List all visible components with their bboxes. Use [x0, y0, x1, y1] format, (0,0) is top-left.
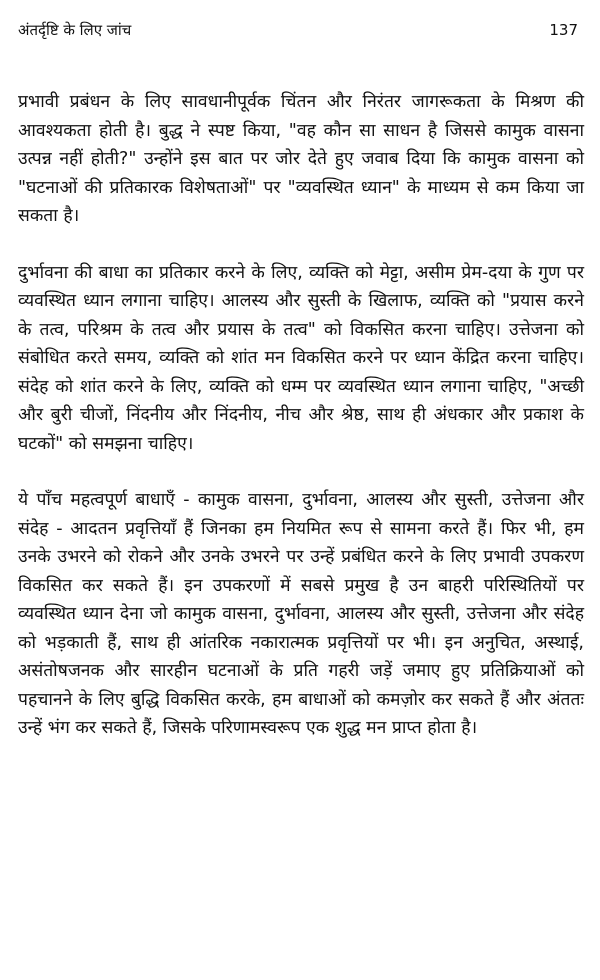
- paragraph: ये पाँच महत्वपूर्ण बाधाएँ - कामुक वासना, दुर्भावना, आलस्य और सुस्ती, उत्तेजना और संदेह - आदतन प्रवृत्तियाँ हैं जिनका हम नियमित रूप से सामना करते हैं। फिर भी, हम उनके उभरने को रोकने और उनके उभरने पर उन्हें प्रबंधित करने के लिए प्रभावी उपकरण विकसित कर सकते हैं। इन उपकरणों में सबसे प्रमुख है उन बाहरी परिस्थितियों पर व्यवस्थित ध्यान देना जो कामुक वासना, दुर्भावना, आलस्य और सुस्ती, उत्तेजना और संदेह को भड़काती हैं, साथ ही आंतरिक नकारात्मक प्रवृत्तियों पर भी। इन अनुचित, अस्थाई, असंतोषजनक और सारहीन घटनाओं के प्रति गहरी जड़ें जमाए हुए प्रतिक्रियाओं को पहचानने के लिए बुद्धि विकसित करके, हम बाधाओं को कमज़ोर कर सकते हैं और अंततः उन्हें भंग कर सकते हैं, जिसके परिणामस्वरूप एक शुद्ध मन प्राप्त होता है।: [18, 490, 584, 738]
- page-number: 137: [549, 21, 578, 39]
- paragraph: प्रभावी प्रबंधन के लिए सावधानीपूर्वक चिंतन और निरंतर जागरूकता के मिश्रण की आवश्यकता होती है। बुद्ध ने स्पष्ट किया, "वह कौन सा साधन है जिससे कामुक वासना उत्पन्न नहीं होती?" उन्होंने इस बात पर जोर देते हुए जवाब दिया कि कामुक वासना को "घटनाओं की प्रतिकारक विशेषताओं" पर "व्यवस्थित ध्यान" के माध्यम से कम किया जा सकता है।: [18, 92, 584, 226]
- running-header: अंतर्दृष्टि के लिए जांच: [18, 21, 132, 39]
- body-text: [18, 88, 584, 743]
- paragraph: दुर्भावना की बाधा का प्रतिकार करने के लिए, व्यक्ति को मेट्टा, असीम प्रेम-दया के गुण पर व्यवस्थित ध्यान लगाना चाहिए। आलस्य और सुस्ती के खिलाफ, व्यक्ति को "प्रयास करने के तत्व, परिश्रम के तत्व और प्रयास के तत्व" को विकसित करना चाहिए। उत्तेजना को संबोधित करते समय, व्यक्ति को शांत मन विकसित करने पर ध्यान केंद्रित करना चाहिए। संदेह को शांत करने के लिए, व्यक्ति को धम्म पर व्यवस्थित ध्यान लगाना चाहिए, "अच्छी और बुरी चीजों, निंदनीय और निंदनीय, नीच और श्रेष्ठ, साथ ही अंधकार और प्रकाश के घटकों" को समझना चाहिए।: [18, 262, 584, 454]
